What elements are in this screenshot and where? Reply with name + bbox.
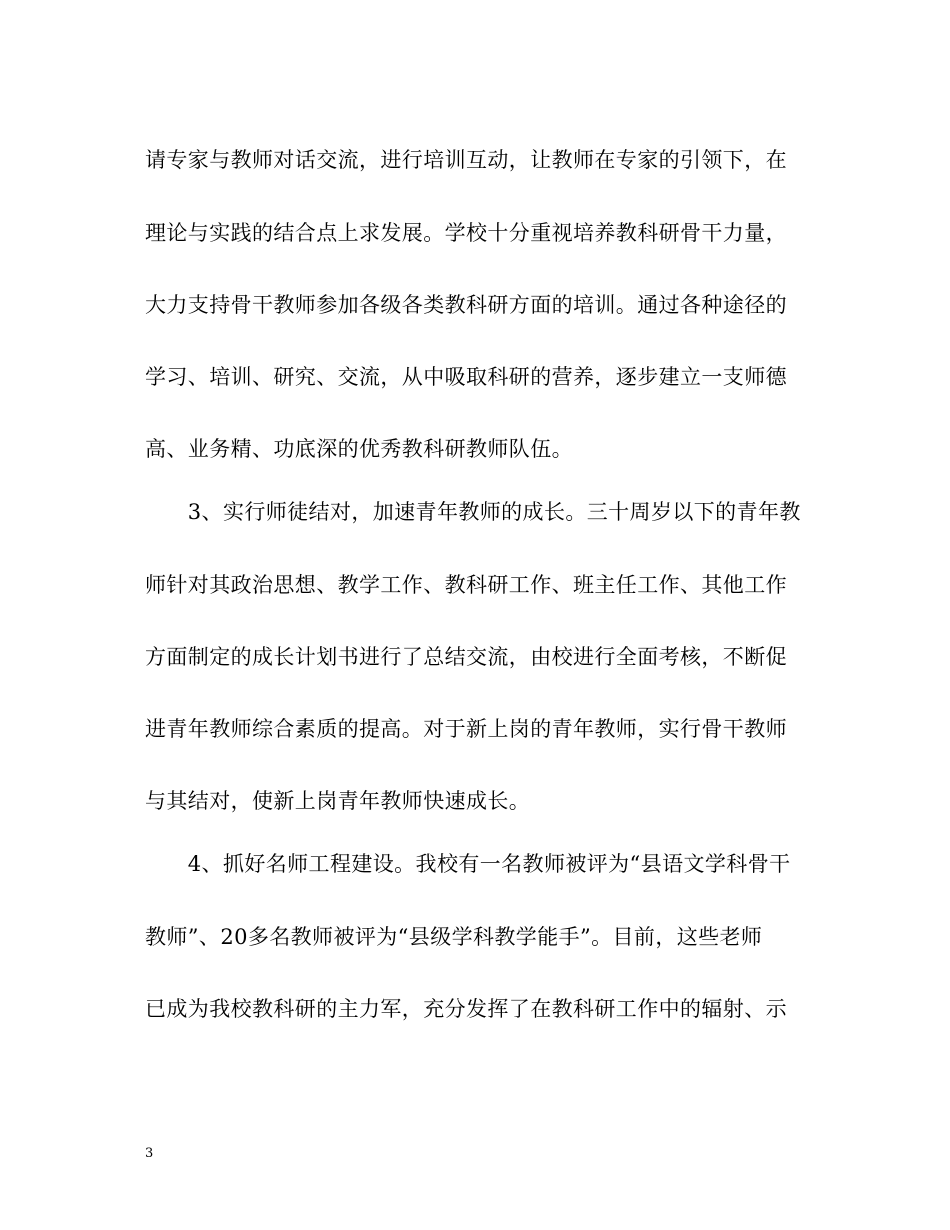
text-line: 理论与实践的结合点上求发展。学校十分重视培养教科研骨干力量， xyxy=(145,221,787,245)
text-line: 与其结对，使新上岗青年教师快速成长。 xyxy=(145,789,531,813)
page-number: 3 xyxy=(145,1146,154,1161)
text-line: 进青年教师综合素质的提高。对于新上岗的青年教师，实行骨干教师 xyxy=(145,717,787,741)
text-line: 4、抓好名师工程建设。我校有一名教师被评为“县语文学科骨干 xyxy=(145,852,791,876)
text-line: 高、业务精、功底深的优秀教科研教师队伍。 xyxy=(145,437,573,461)
text-line: 方面制定的成长计划书进行了总结交流，由校进行全面考核，不断促 xyxy=(145,645,787,669)
text-line: 请专家与教师对话交流，进行培训互动，让教师在专家的引领下，在 xyxy=(145,148,787,172)
text-line: 学习、培训、研究、交流，从中吸取科研的营养，逐步建立一支师德 xyxy=(145,365,787,389)
text-line: 3、实行师徒结对，加速青年教师的成长。三十周岁以下的青年教 xyxy=(145,500,801,524)
text-line: 教师”、20多名教师被评为“县级学科教学能手”。目前，这些老师 xyxy=(145,925,763,949)
text-line: 大力支持骨干教师参加各级各类教科研方面的培训。通过各种途径的 xyxy=(145,293,787,317)
text-line: 已成为我校教科研的主力军，充分发挥了在教科研工作中的辐射、示 xyxy=(145,997,787,1021)
text-line: 师针对其政治思想、教学工作、教科研工作、班主任工作、其他工作 xyxy=(145,573,787,597)
